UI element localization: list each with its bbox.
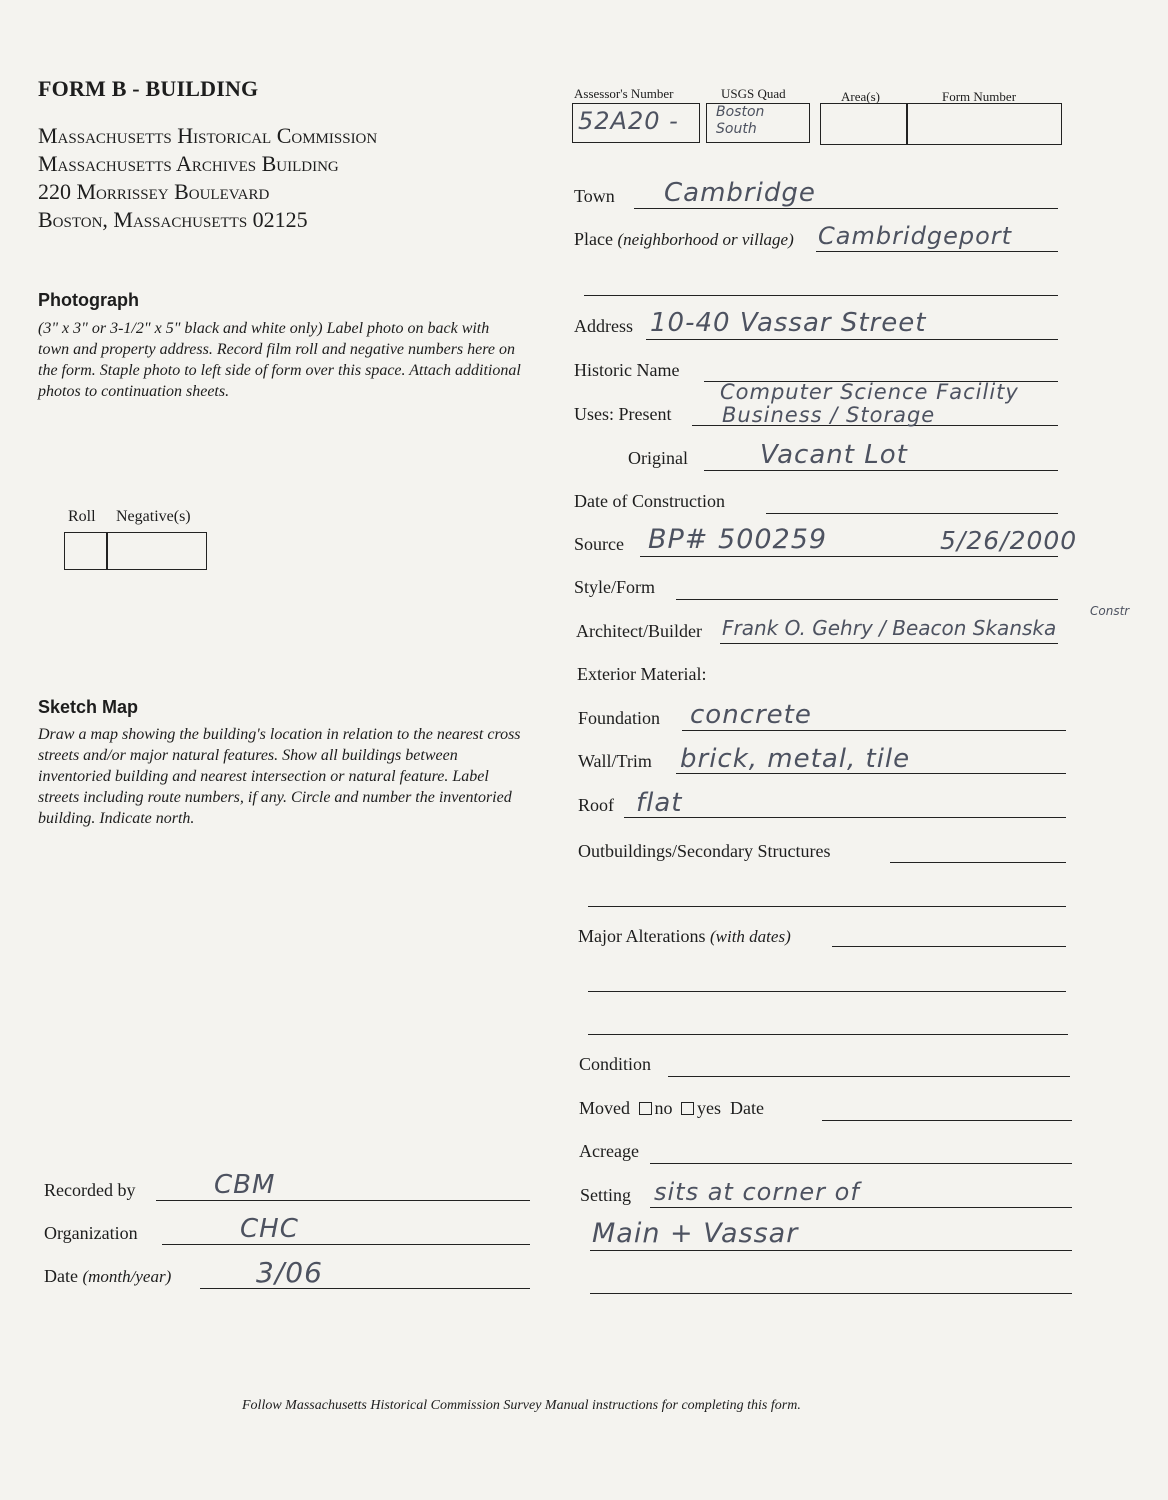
moved-row	[579, 1098, 764, 1119]
place-line[interactable]	[816, 251, 1058, 252]
roof-value: flat	[636, 788, 683, 818]
foundation-line[interactable]	[682, 730, 1066, 731]
place-label-text: Place	[574, 229, 613, 249]
moved-label: Moved	[579, 1098, 630, 1118]
architect-note: Constr	[1090, 604, 1130, 618]
foundation-value: concrete	[690, 700, 812, 730]
agency-building: Massachusetts Archives Building	[38, 151, 339, 176]
exterior-material-label: Exterior Material:	[577, 664, 707, 684]
town-line[interactable]	[634, 208, 1058, 209]
organization-label: Organization	[44, 1223, 138, 1243]
form-title: FORM B - BUILDING	[38, 76, 259, 101]
footer-note: Follow Massachusetts Historical Commission Survey Manual instructions for completing this form.	[242, 1398, 801, 1413]
moved-no-checkbox[interactable]	[639, 1102, 652, 1115]
alterations-line-3[interactable]	[588, 1034, 1068, 1035]
negatives-box[interactable]	[106, 532, 207, 570]
moved-date-line[interactable]	[822, 1120, 1072, 1121]
roof-line[interactable]	[624, 817, 1066, 818]
outbuildings-line-2[interactable]	[588, 906, 1066, 907]
setting-value-2: Main + Vassar	[592, 1218, 799, 1249]
date-recorded-label-text: Date	[44, 1266, 78, 1286]
sketch-map-instructions: Draw a map showing the building's location in relation to the nearest cross streets and/or major natural features. Show all buildings between inventoried building and nearest intersection or natural feature. Label streets including route numbers, if any. Circle and number the inventoried building. Indicate north.	[38, 726, 521, 827]
source-date-value: 5/26/2000	[940, 526, 1078, 555]
recorded-by-value: CBM	[214, 1170, 276, 1200]
alterations-line-2[interactable]	[588, 991, 1066, 992]
moved-yes-label: yes	[697, 1098, 721, 1118]
place-line-2[interactable]	[584, 295, 1058, 296]
recorded-by-label: Recorded by	[44, 1180, 136, 1200]
usgs-quad-label: USGS Quad	[721, 86, 786, 101]
moved-no-label: no	[654, 1098, 673, 1118]
foundation-label: Foundation	[578, 708, 661, 728]
address-line[interactable]	[646, 339, 1058, 340]
condition-label: Condition	[579, 1054, 652, 1074]
architect-label: Architect/Builder	[576, 621, 702, 641]
uses-present-value-1: Computer Science Facility	[720, 380, 1019, 404]
moved-date-label: Date	[730, 1098, 764, 1118]
place-label-hint: (neighborhood or village)	[617, 230, 794, 249]
usgs-quad-value-2: South	[716, 121, 757, 137]
outbuildings-line[interactable]	[890, 862, 1066, 863]
place-value: Cambridgeport	[818, 222, 1013, 250]
roll-label: Roll	[68, 508, 96, 525]
areas-label: Area(s)	[841, 89, 880, 104]
wall-trim-value: brick, metal, tile	[680, 744, 911, 774]
alterations-label-text: Major Alterations	[578, 926, 706, 946]
usgs-quad-value-1: Boston	[716, 104, 765, 120]
source-line[interactable]	[640, 556, 1058, 557]
setting-line-3[interactable]	[590, 1293, 1072, 1294]
recorded-by-line[interactable]	[156, 1200, 530, 1201]
condition-line[interactable]	[668, 1076, 1070, 1077]
assessor-number-label: Assessor's Number	[574, 86, 674, 101]
source-label: Source	[574, 534, 624, 554]
original-use-value: Vacant Lot	[760, 440, 908, 470]
setting-line[interactable]	[650, 1207, 1072, 1208]
date-construction-label: Date of Construction	[574, 491, 725, 511]
address-value: 10-40 Vassar Street	[650, 308, 927, 338]
date-recorded-line[interactable]	[200, 1288, 530, 1289]
assessor-number-value: 52A20 -	[578, 107, 679, 135]
setting-value-1: sits at corner of	[654, 1178, 860, 1206]
agency-street: 220 Morrissey Boulevard	[38, 179, 270, 204]
place-label	[574, 229, 794, 250]
agency-city: Boston, Massachusetts 02125	[38, 207, 308, 232]
form-number-label: Form Number	[942, 89, 1017, 104]
negatives-label: Negative(s)	[116, 508, 191, 525]
roof-label: Roof	[578, 795, 614, 815]
moved-yes-checkbox[interactable]	[681, 1102, 694, 1115]
style-form-line[interactable]	[676, 599, 1058, 600]
historic-name-label: Historic Name	[574, 360, 680, 380]
outbuildings-label: Outbuildings/Secondary Structures	[578, 841, 831, 861]
style-form-label: Style/Form	[574, 577, 656, 597]
setting-line-2[interactable]	[590, 1250, 1072, 1251]
areas-box[interactable]	[820, 103, 908, 145]
roll-box[interactable]	[64, 532, 108, 570]
architect-line[interactable]	[720, 643, 1058, 644]
agency-name: Massachusetts Historical Commission	[38, 123, 378, 148]
date-recorded-label-hint: (month/year)	[82, 1267, 172, 1286]
wall-trim-label: Wall/Trim	[578, 751, 652, 771]
acreage-line[interactable]	[650, 1163, 1072, 1164]
alterations-line[interactable]	[832, 946, 1066, 947]
setting-label: Setting	[580, 1185, 632, 1205]
alterations-label	[578, 926, 791, 947]
acreage-label: Acreage	[579, 1141, 639, 1161]
sketch-map-heading: Sketch Map	[38, 697, 139, 717]
photograph-heading: Photograph	[38, 290, 139, 310]
date-recorded-value: 3/06	[256, 1256, 323, 1289]
organization-line[interactable]	[162, 1244, 530, 1245]
uses-present-value-2: Business / Storage	[722, 403, 936, 427]
form-number-box[interactable]	[906, 103, 1062, 145]
date-recorded-label	[44, 1266, 171, 1287]
architect-value: Frank O. Gehry / Beacon Skanska	[722, 616, 1057, 640]
original-use-line[interactable]	[704, 470, 1058, 471]
source-value: BP# 500259	[648, 524, 828, 555]
town-value: Cambridge	[664, 178, 816, 208]
photograph-instructions: (3" x 3" or 3-1/2" x 5" black and white only) Label photo on back with town and property address. Record film roll and negative numbers here on the form. Staple photo to left side of form over this space. Attach additional photos to continuation sheets.	[38, 320, 521, 400]
alterations-label-hint: (with dates)	[709, 927, 791, 946]
town-label: Town	[574, 186, 615, 206]
uses-present-label: Uses: Present	[574, 404, 672, 424]
address-label: Address	[574, 316, 633, 336]
date-construction-line[interactable]	[766, 513, 1058, 514]
original-use-label: Original	[628, 448, 688, 468]
organization-value: CHC	[240, 1214, 299, 1244]
